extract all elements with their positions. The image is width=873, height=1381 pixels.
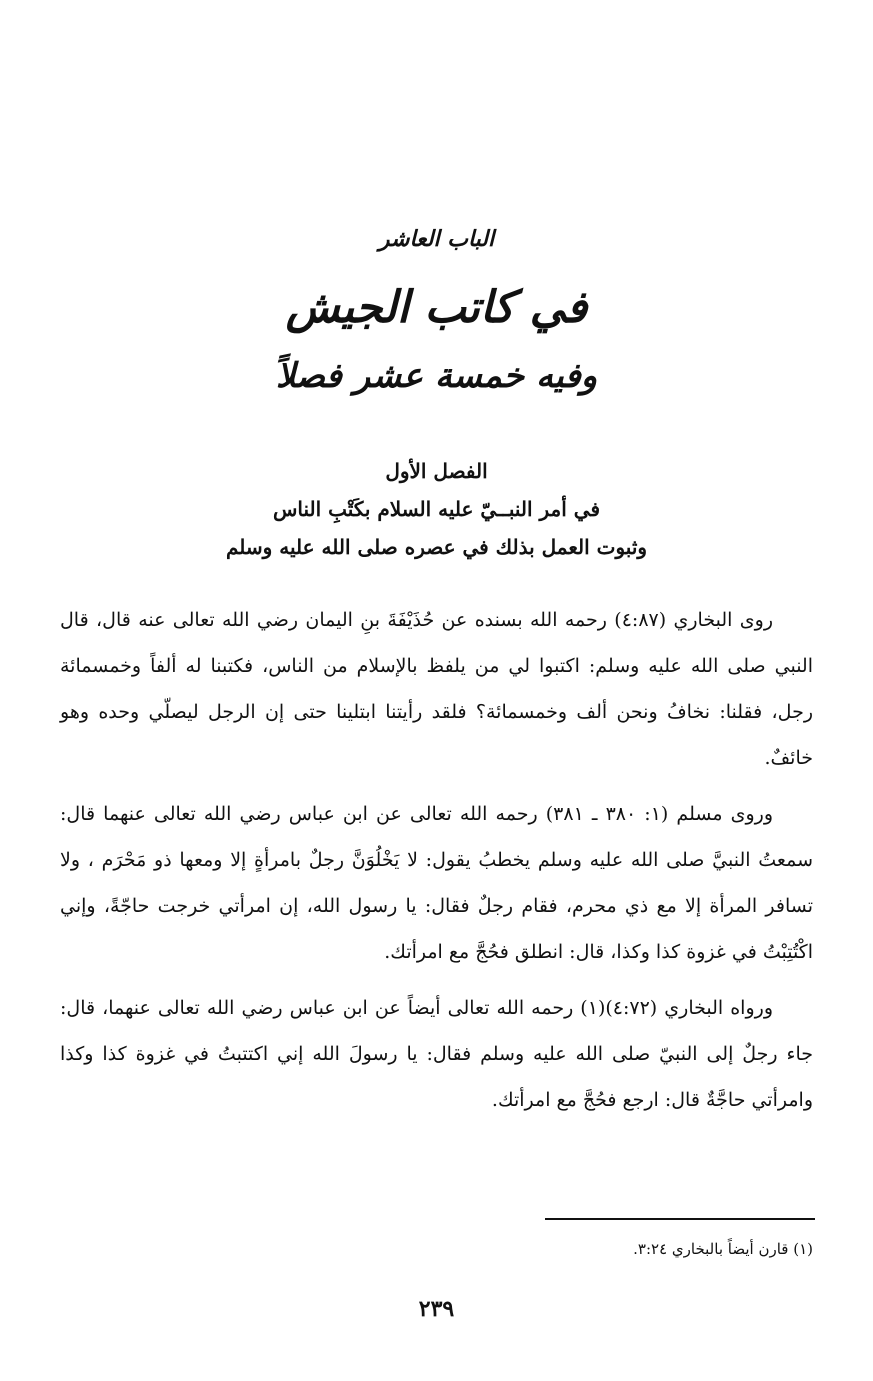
chapter-label: الباب العاشر xyxy=(378,226,495,252)
footnote-divider xyxy=(545,1218,815,1220)
paragraph: ورواه البخاري (٤:٧٢)(١) رحمه الله تعالى أيضاً عن ابن عباس رضي الله تعالى عنهما، قال: جاء رجلٌ إلى النبيّ صلى الله عليه وسلم فقال: يا رسولَ الله إني اكتتبتُ في غزوة كذا وكذا وامرأتي حاجَّةٌ قال: ارجع فحُجَّ مع امرأتك. xyxy=(60,997,813,1111)
body-text xyxy=(60,597,813,1133)
paragraph: وروى مسلم (١: ٣٨٠ ـ ٣٨١) رحمه الله تعالى عن ابن عباس رضي الله تعالى عنهما قال: سمعتُ النبيَّ صلى الله عليه وسلم يخطبُ يقول: لا يَخْلُوَنَّ رجلٌ بامرأةٍ إلا ومعها ذو مَحْرَم ، ولا تسافر المرأة إلا مع ذي محرم، فقام رجلٌ فقال: يا رسول الله، إن امرأتي خرجت حاجّةً، وإني اكْتُتِبْتُ في غزوة كذا وكذا، قال: انطلق فحُجَّ مع امرأتك. xyxy=(60,803,813,963)
chapter-subtitle: وفيه خمسة عشر فصلاً xyxy=(275,356,598,396)
paragraph: روى البخاري (٤:٨٧) رحمه الله بسنده عن حُذَيْفَةَ بنِ اليمان رضي الله تعالى عنه قال، قال النبي صلى الله عليه وسلم: اكتبوا لي من يلفظ بالإسلام من الناس، فكتبنا له ألفاً وخمسمائة رجل، فقلنا: نخافُ ونحن ألف وخمسمائة؟ فلقد رأيتنا ابتلينا حتى إن الرجل ليصلّي وحده وهو خائفٌ. xyxy=(60,609,813,769)
section-title-line-2: وثبوت العمل بذلك في عصره صلى الله عليه وسلم xyxy=(225,535,648,559)
section-heading: الفصل الأول xyxy=(385,459,488,483)
footnote: (١) قارن أيضاً بالبخاري ٣:٢٤. xyxy=(633,1240,813,1258)
page-number: ٢٣٩ xyxy=(418,1296,455,1322)
section-header xyxy=(120,452,753,566)
chapter-title: في كاتب الجيش xyxy=(285,282,588,333)
section-title-line-1: في أمر النبــيّ عليه السلام بكَتْبِ الناس xyxy=(272,497,601,521)
